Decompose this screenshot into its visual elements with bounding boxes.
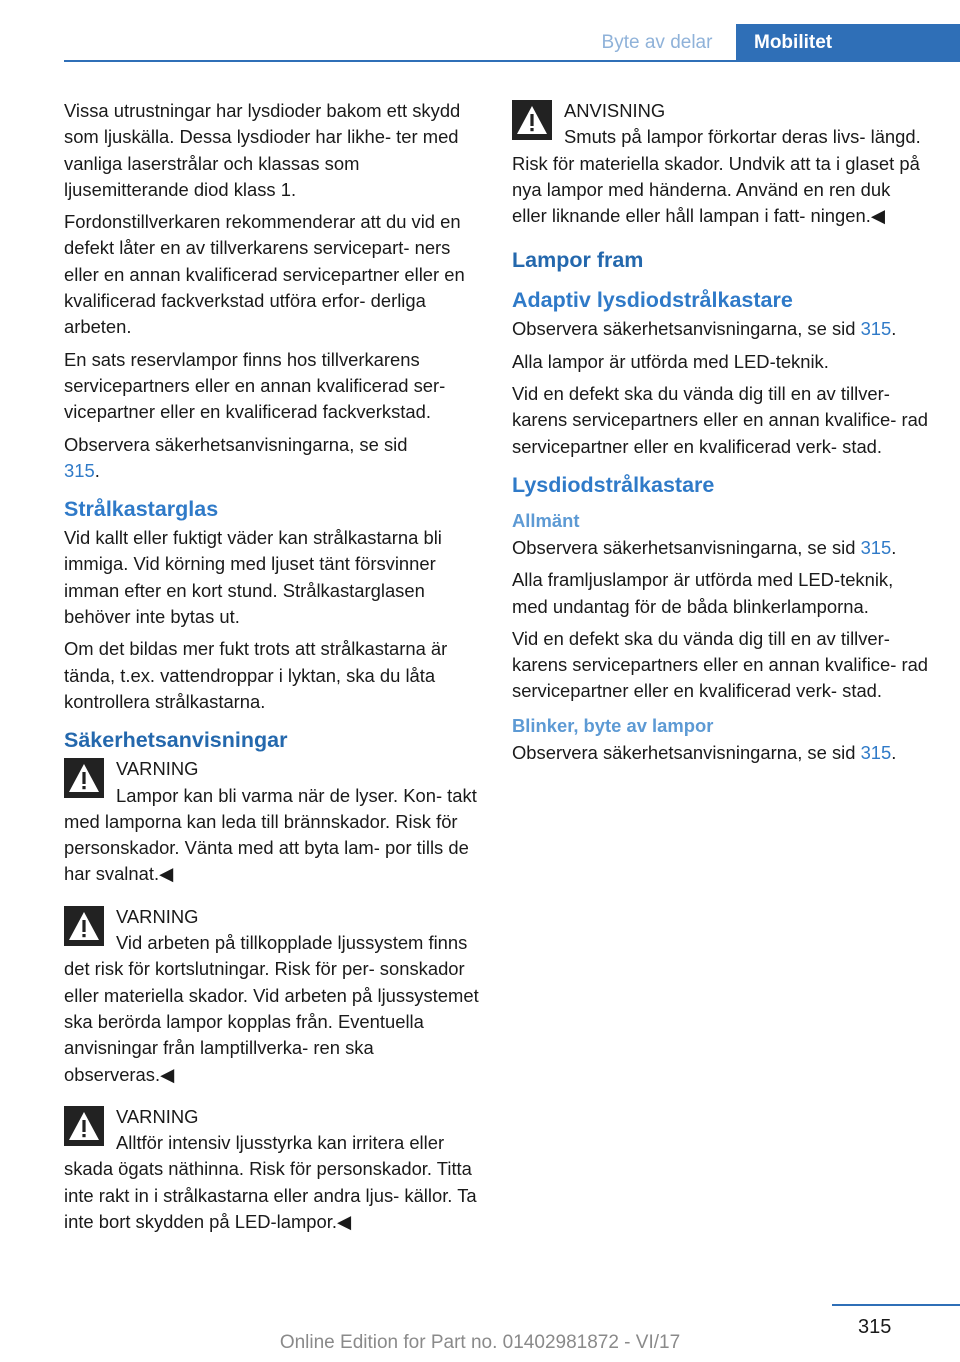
paragraph-text: Observera säkerhetsanvisningarna, se sid (512, 536, 861, 558)
page-link[interactable]: 315 (860, 536, 892, 558)
warning-text: Lampor kan bli varma när de lyser. Kon‐ takt med lamporna kan leda till brännskador. Risk för personskador. Vänta med att byta lam‐ por tills de har svalnat.◀ (64, 784, 477, 885)
page-link[interactable]: 315 (860, 318, 892, 340)
period: . (891, 741, 897, 763)
heading-adaptiv-lysdiodstralkastare: Adaptiv lysdiodstrålkastare (512, 288, 793, 313)
paragraph (512, 740, 930, 766)
notice-title: ANVISNING (564, 100, 666, 121)
page-link[interactable]: 315 (64, 459, 95, 481)
paragraph (64, 432, 482, 485)
warning-title: VARNING (116, 758, 199, 780)
heading-stralkastarglas: Strålkastarglas (64, 497, 219, 522)
tab-byte-av-delar[interactable]: Byte av delar (601, 32, 713, 53)
heading-lysdiodstralkastare: Lysdiodstrålkastare (512, 472, 715, 497)
period: . (891, 318, 897, 340)
warning-text: Alltför intensiv ljusstyrka kan irritera eller skada ögats näthinna. Risk för personskador. Titta inte rakt in i strålkastarna eller andra ljus‐ källor. Ta inte bort skydden på LED-lampor.◀ (64, 1132, 477, 1232)
paragraph: En sats reservlampor finns hos tillverkarens servicepartners eller en annan kvalificerad ser‐ vicepartner eller en kvalificerad fackverkstad. (64, 348, 446, 423)
paragraph-text: Observera säkerhetsanvisningarna, se sid (512, 741, 861, 763)
warning-title: VARNING (116, 905, 199, 927)
paragraph: Vissa utrustningar har lysdioder bakom ett skydd som ljuskälla. Dessa lysdioder har likhe‐ ter med vanliga laserstrålar och klassas som ljusemitterande diod klass 1. (64, 100, 461, 200)
subheading-blinker: Blinker, byte av lampor (512, 714, 714, 736)
warning-box (64, 904, 482, 1088)
right-column (512, 98, 930, 772)
period: . (891, 536, 897, 558)
warning-triangle-icon (64, 758, 104, 798)
paragraph: Vid en defekt ska du vända dig till en av tillver‐ karens servicepartners eller en annan kvalifice‐ rad servicepartner eller en kvalificerad verk‐ stad. (512, 383, 929, 457)
paragraph (512, 535, 930, 561)
period: . (94, 459, 100, 481)
paragraph-text: Observera säkerhetsanvisningarna, se sid (64, 433, 408, 455)
page-number: 315 (858, 1316, 892, 1338)
edition-watermark: Online Edition for Part no. 01402981872 - VI/17 (279, 1332, 681, 1353)
paragraph-text: Observera säkerhetsanvisningarna, se sid (512, 318, 861, 340)
tab-mobilitet[interactable]: Mobilitet (736, 24, 960, 62)
paragraph: Om det bildas mer fukt trots att strålkastarna är tända, t.ex. vattendroppar i lyktan, ska du låta kontrollera strålkastarna. (64, 638, 448, 712)
paragraph (512, 316, 930, 342)
paragraph: Vid en defekt ska du vända dig till en av tillver‐ karens servicepartners eller en annan kvalifice‐ rad servicepartner eller en kvalificerad verk‐ stad. (512, 627, 929, 702)
warning-text: Vid arbeten på tillkopplade ljussystem finns det risk för kortslutningar. Risk för per‐ sonskador eller materiella skador. Vid arbeten på ljussystemet ska berörda lampor kopplas från. Eventuella anvisningar från lamptillverka‐ ren ska observeras.◀ (64, 932, 479, 1085)
footer-rule (832, 1304, 960, 1306)
subheading-allmant: Allmänt (512, 509, 580, 531)
paragraph: Alla framljuslampor är utförda med LED-teknik, med undantag för de båda blinkerlamporna. (512, 569, 894, 617)
left-column (64, 98, 482, 1251)
paragraph: Fordonstillverkaren rekommenderar att du vid en defekt låter en av tillverkarens servicepart‐ ners eller en annan kvalificerad servicepartner eller en kvalificerad fackverkstad utföra erfor‐ derliga arbeten. (64, 211, 465, 338)
warning-triangle-icon (64, 906, 104, 946)
notice-box (512, 98, 930, 229)
heading-sakerhetsanvisningar: Säkerhetsanvisningar (64, 728, 288, 753)
page-link[interactable]: 315 (860, 741, 892, 763)
warning-triangle-icon (64, 1106, 104, 1146)
heading-lampor-fram: Lampor fram (512, 248, 644, 273)
page-header (0, 0, 960, 62)
header-rule (64, 60, 960, 62)
warning-title: VARNING (116, 1105, 199, 1127)
warning-box (64, 756, 482, 887)
paragraph: Vid kallt eller fuktigt väder kan strålkastarna bli immiga. Vid körning med ljuset tänt försvinner imman efter en kort stund. Strålkastarglasen behöver inte bytas ut. (64, 527, 442, 628)
paragraph: Alla lampor är utförda med LED-teknik. (512, 350, 829, 372)
warning-box (64, 1104, 482, 1235)
warning-triangle-icon (512, 100, 552, 140)
notice-text: Smuts på lampor förkortar deras livs‐ längd. Risk för materiella skador. Undvik att ta i glaset på nya lampor med händerna. Använd en ren duk eller liknande eller håll lampan i fatt‐ ningen.◀ (512, 126, 921, 227)
